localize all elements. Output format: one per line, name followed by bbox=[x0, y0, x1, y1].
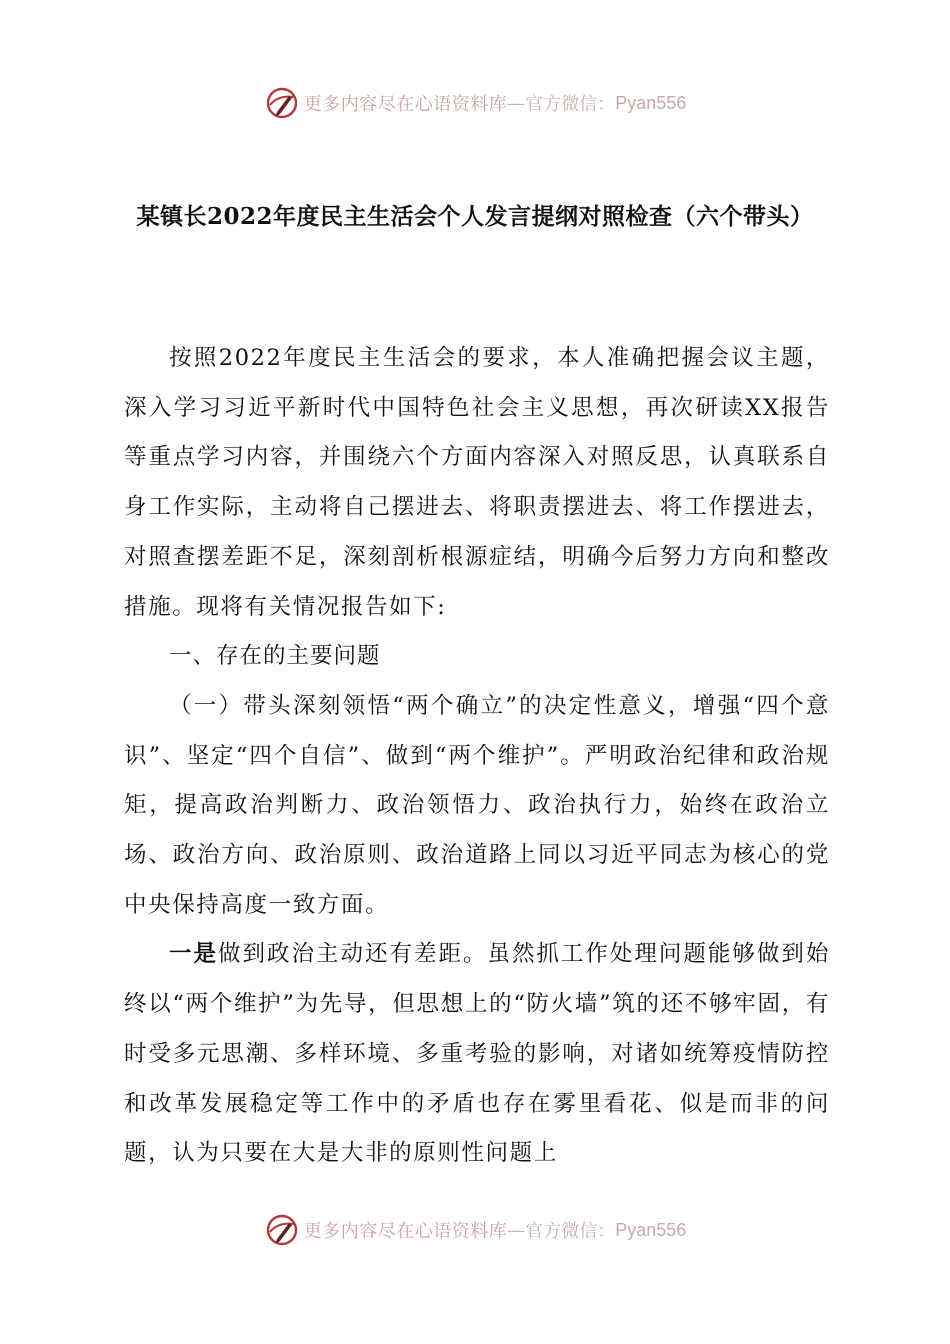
watermark-separator: — bbox=[507, 1219, 526, 1241]
point-text: 做到政治主动还有差距。虽然抓工作处理问题能够做到始终以“两个维护”为先导，但思想上的“防火墙”筑的还不够牢固，有时受多元思潮、多样环境、多重考验的影响，对诸如统筹疫情防控和改革发展稳定等工作中的矛盾也存在雾里看花、似是而非的问题，认为只要在大是大非的原则性问题上 bbox=[124, 941, 830, 1167]
watermark-account: Pyan556 bbox=[615, 92, 687, 113]
watermark-account: Pyan556 bbox=[615, 1219, 687, 1240]
point-paragraph bbox=[124, 930, 830, 1179]
footer-watermark bbox=[0, 1210, 950, 1250]
pen-badge-icon bbox=[264, 85, 300, 121]
pen-badge-icon bbox=[264, 1212, 300, 1248]
header-watermark bbox=[0, 83, 950, 123]
intro-paragraph: 按照2022年度民主生活会的要求，本人准确把握会议主题，深入学习习近平新时代中国特色社会主义思想，再次研读XX报告等重点学习内容，并围绕六个方面内容深入对照反思，认真联系自身工作实际，主动将自己摆进去、将职责摆进去、将工作摆进去，对照查摆差距不足，深刻剖析根源症结，明确今后努力方向和整改措施。现将有关情况报告如下: bbox=[124, 345, 830, 620]
watermark-label: 官方微信： bbox=[525, 94, 616, 115]
point-lead: 一是 bbox=[169, 941, 218, 968]
watermark-brand: 更多内容尽在心语资料库 bbox=[303, 1221, 508, 1242]
document-title: 某镇长2022年度民主生活会个人发言提纲对照检查（六个带头） bbox=[136, 203, 814, 230]
document-body bbox=[124, 334, 830, 1179]
watermark-brand: 更多内容尽在心语资料库 bbox=[303, 94, 508, 115]
section-heading: 一、存在的主要问题 bbox=[169, 643, 381, 670]
subsection-paragraph: （一）带头深刻领悟“两个确立”的决定性意义，增强“四个意识”、坚定“四个自信”、做到“两个维护”。严明政治纪律和政治规矩，提高政治判断力、政治领悟力、政治执行力，始终在政治立场、政治方向、政治原则、政治道路上同以习近平同志为核心的党中央保持高度一致方面。 bbox=[124, 692, 830, 918]
watermark-label: 官方微信： bbox=[525, 1221, 616, 1242]
watermark-separator: — bbox=[507, 92, 526, 114]
